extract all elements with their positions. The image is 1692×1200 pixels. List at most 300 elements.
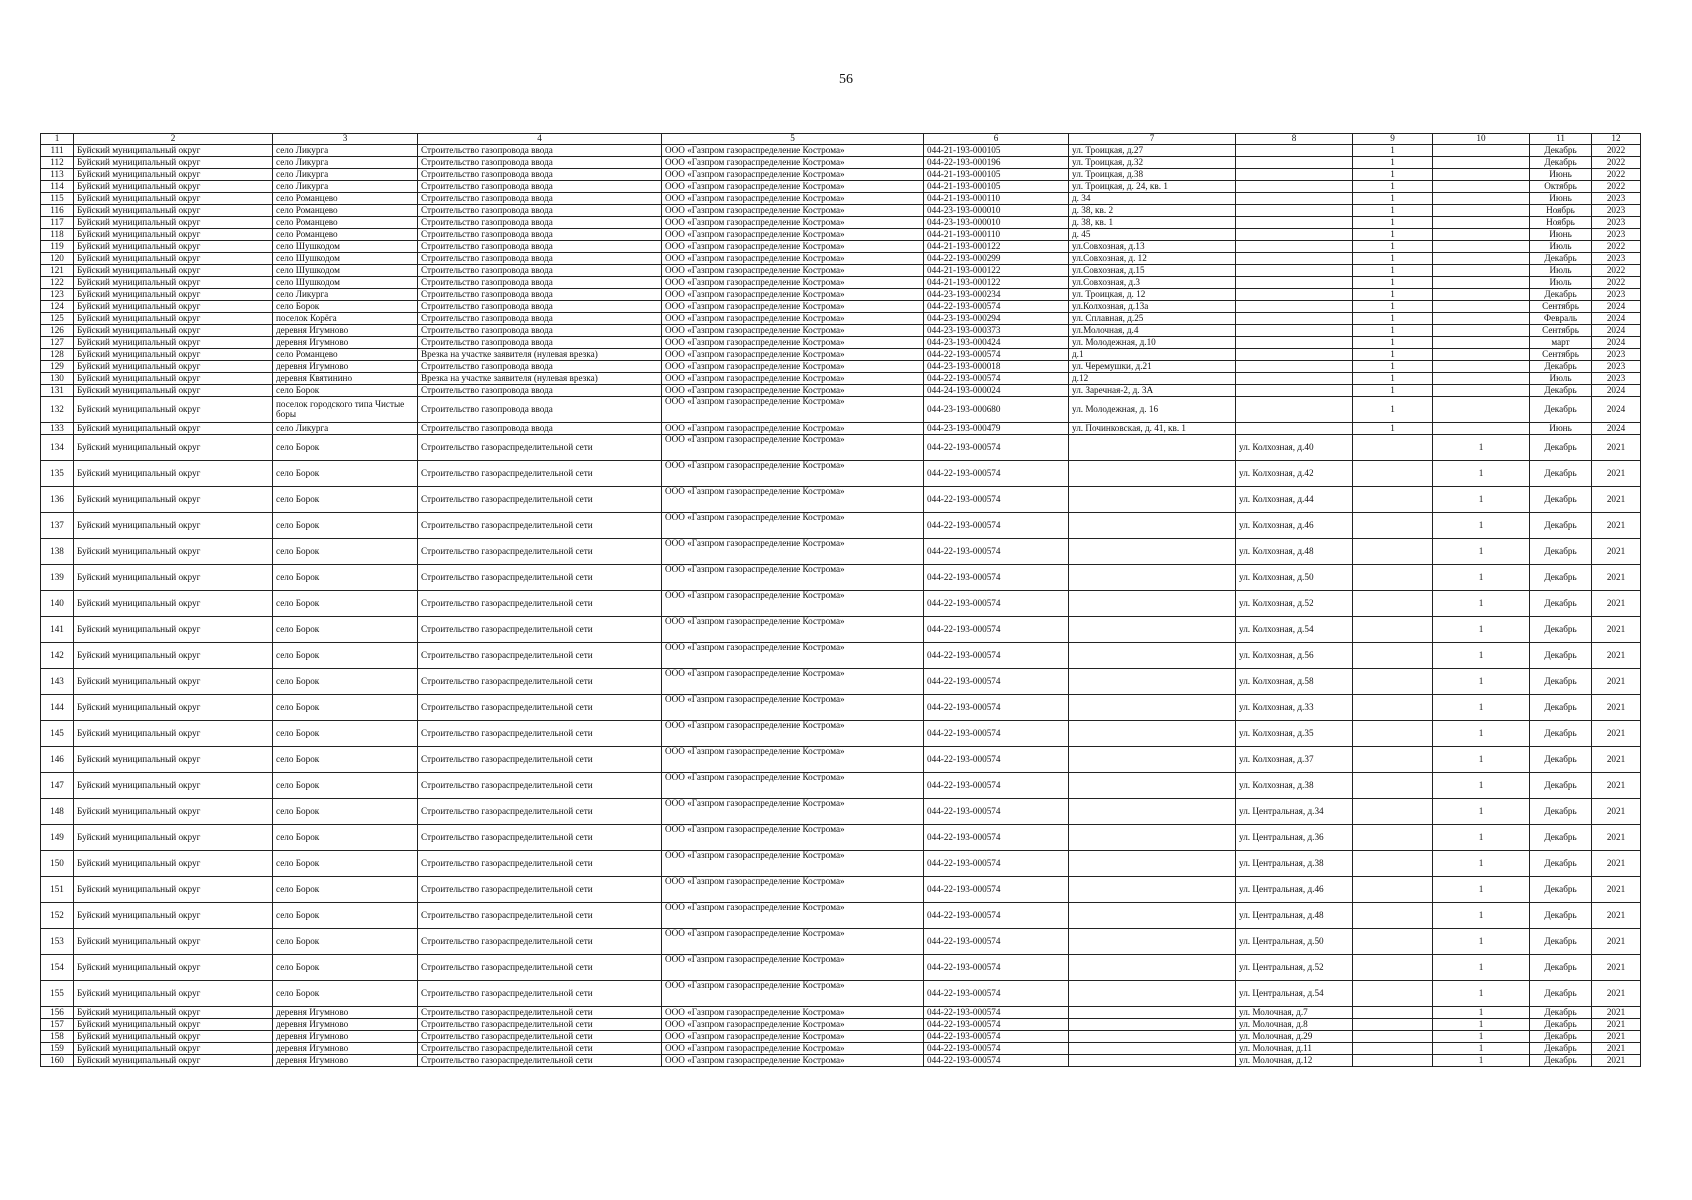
network-address-cell: ул. Колхозная, д.52 <box>1236 591 1353 617</box>
network-count-cell <box>1433 241 1530 253</box>
month-cell: Декабрь <box>1530 1031 1592 1043</box>
network-count-cell <box>1433 373 1530 385</box>
work-type-cell: Строительство газораспределительной сети <box>418 799 662 825</box>
organization-cell: ООО «Газпром газораспределение Кострома» <box>662 799 924 825</box>
contract-number-cell: 044-22-193-000574 <box>924 695 1069 721</box>
input-count-cell: 1 <box>1353 313 1433 325</box>
table-row <box>41 349 1641 361</box>
address-cell: д. 38, кв. 1 <box>1069 217 1236 229</box>
row-number-cell: 128 <box>41 349 74 361</box>
input-count-cell <box>1353 799 1433 825</box>
network-count-cell <box>1433 157 1530 169</box>
row-number-cell: 153 <box>41 929 74 955</box>
network-address-cell: ул. Колхозная, д.58 <box>1236 669 1353 695</box>
month-cell: Декабрь <box>1530 461 1592 487</box>
contract-number-cell: 044-22-193-000574 <box>924 617 1069 643</box>
network-address-cell <box>1236 325 1353 337</box>
month-cell: Декабрь <box>1530 397 1592 423</box>
district-cell: Буйский муниципальный округ <box>74 799 273 825</box>
network-address-cell <box>1236 337 1353 349</box>
month-cell: Июль <box>1530 373 1592 385</box>
network-address-cell: ул. Колхозная, д.40 <box>1236 435 1353 461</box>
organization-cell: ООО «Газпром газораспределение Кострома» <box>662 313 924 325</box>
address-cell: ул.Совхозная, д.13 <box>1069 241 1236 253</box>
input-count-cell <box>1353 981 1433 1007</box>
settlement-cell: село Шушкодом <box>273 277 418 289</box>
year-cell: 2021 <box>1592 721 1641 747</box>
network-address-cell <box>1236 145 1353 157</box>
work-type-cell: Строительство газораспределительной сети <box>418 1031 662 1043</box>
settlement-cell: село Шушкодом <box>273 253 418 265</box>
address-cell <box>1069 591 1236 617</box>
network-count-cell <box>1433 193 1530 205</box>
organization-cell: ООО «Газпром газораспределение Кострома» <box>662 1043 924 1055</box>
month-cell: Декабрь <box>1530 289 1592 301</box>
work-type-cell: Строительство газораспределительной сети <box>418 487 662 513</box>
network-count-cell: 1 <box>1433 1043 1530 1055</box>
district-cell: Буйский муниципальный округ <box>74 373 273 385</box>
organization-cell: ООО «Газпром газораспределение Кострома» <box>662 721 924 747</box>
table-row <box>41 1055 1641 1067</box>
network-address-cell: ул. Молочная, д.8 <box>1236 1019 1353 1031</box>
district-cell: Буйский муниципальный округ <box>74 145 273 157</box>
district-cell: Буйский муниципальный округ <box>74 513 273 539</box>
table-row <box>41 1043 1641 1055</box>
address-cell: ул. Троицкая, д. 12 <box>1069 289 1236 301</box>
network-address-cell <box>1236 423 1353 435</box>
input-count-cell <box>1353 461 1433 487</box>
network-count-cell: 1 <box>1433 1019 1530 1031</box>
settlement-cell: деревня Игумново <box>273 1055 418 1067</box>
organization-cell: ООО «Газпром газораспределение Кострома» <box>662 929 924 955</box>
table-row <box>41 193 1641 205</box>
work-type-cell: Строительство газопровода ввода <box>418 397 662 423</box>
settlement-cell: село Борок <box>273 773 418 799</box>
address-cell: ул. Троицкая, д.27 <box>1069 145 1236 157</box>
network-address-cell: ул. Молочная, д.29 <box>1236 1031 1353 1043</box>
network-count-cell <box>1433 385 1530 397</box>
organization-cell: ООО «Газпром газораспределение Кострома» <box>662 461 924 487</box>
district-cell: Буйский муниципальный округ <box>74 643 273 669</box>
address-cell <box>1069 461 1236 487</box>
network-address-cell: ул. Колхозная, д.38 <box>1236 773 1353 799</box>
contract-number-cell: 044-22-193-000574 <box>924 877 1069 903</box>
row-number-cell: 112 <box>41 157 74 169</box>
network-count-cell: 1 <box>1433 669 1530 695</box>
address-cell <box>1069 1055 1236 1067</box>
network-address-cell: ул. Центральная, д.50 <box>1236 929 1353 955</box>
year-cell: 2021 <box>1592 435 1641 461</box>
row-number-cell: 158 <box>41 1031 74 1043</box>
table-row <box>41 643 1641 669</box>
row-number-cell: 149 <box>41 825 74 851</box>
settlement-cell: село Борок <box>273 461 418 487</box>
table-row <box>41 929 1641 955</box>
settlement-cell: село Шушкодом <box>273 241 418 253</box>
organization-cell: ООО «Газпром газораспределение Кострома» <box>662 513 924 539</box>
row-number-cell: 114 <box>41 181 74 193</box>
input-count-cell <box>1353 1019 1433 1031</box>
organization-cell: ООО «Газпром газораспределение Кострома» <box>662 241 924 253</box>
month-cell: Июнь <box>1530 169 1592 181</box>
network-count-cell: 1 <box>1433 539 1530 565</box>
network-address-cell <box>1236 385 1353 397</box>
contract-number-cell: 044-22-193-000574 <box>924 825 1069 851</box>
work-type-cell: Строительство газопровода ввода <box>418 217 662 229</box>
work-type-cell: Строительство газораспределительной сети <box>418 513 662 539</box>
district-cell: Буйский муниципальный округ <box>74 193 273 205</box>
input-count-cell: 1 <box>1353 181 1433 193</box>
district-cell: Буйский муниципальный округ <box>74 301 273 313</box>
network-address-cell: ул. Центральная, д.52 <box>1236 955 1353 981</box>
input-count-cell: 1 <box>1353 145 1433 157</box>
row-number-cell: 131 <box>41 385 74 397</box>
row-number-cell: 132 <box>41 397 74 423</box>
network-count-cell: 1 <box>1433 825 1530 851</box>
contract-number-cell: 044-22-193-000574 <box>924 565 1069 591</box>
contract-number-cell: 044-22-193-000574 <box>924 461 1069 487</box>
district-cell: Буйский муниципальный округ <box>74 423 273 435</box>
row-number-cell: 155 <box>41 981 74 1007</box>
year-cell: 2021 <box>1592 1007 1641 1019</box>
network-count-cell: 1 <box>1433 773 1530 799</box>
address-cell: ул. Починковская, д. 41, кв. 1 <box>1069 423 1236 435</box>
organization-cell: ООО «Газпром газораспределение Кострома» <box>662 1019 924 1031</box>
network-address-cell: ул. Колхозная, д.44 <box>1236 487 1353 513</box>
settlement-cell: село Ликурга <box>273 423 418 435</box>
input-count-cell: 1 <box>1353 423 1433 435</box>
contract-number-cell: 044-21-193-000105 <box>924 145 1069 157</box>
district-cell: Буйский муниципальный округ <box>74 487 273 513</box>
row-number-cell: 129 <box>41 361 74 373</box>
row-number-cell: 113 <box>41 169 74 181</box>
table-row <box>41 1031 1641 1043</box>
network-count-cell: 1 <box>1433 929 1530 955</box>
network-count-cell <box>1433 229 1530 241</box>
contract-number-cell: 044-22-193-000574 <box>924 643 1069 669</box>
settlement-cell: село Борок <box>273 799 418 825</box>
contract-number-cell: 044-23-193-000680 <box>924 397 1069 423</box>
organization-cell: ООО «Газпром газораспределение Кострома» <box>662 325 924 337</box>
contract-number-cell: 044-22-193-000574 <box>924 1031 1069 1043</box>
settlement-cell: село Борок <box>273 513 418 539</box>
address-cell: ул.Колхозная, д.13а <box>1069 301 1236 313</box>
district-cell: Буйский муниципальный округ <box>74 617 273 643</box>
address-cell: ул. Троицкая, д.32 <box>1069 157 1236 169</box>
network-count-cell <box>1433 289 1530 301</box>
input-count-cell <box>1353 513 1433 539</box>
network-count-cell: 1 <box>1433 747 1530 773</box>
work-type-cell: Строительство газопровода ввода <box>418 325 662 337</box>
work-type-cell: Строительство газопровода ввода <box>418 253 662 265</box>
settlement-cell: поселок Корёга <box>273 313 418 325</box>
year-cell: 2024 <box>1592 423 1641 435</box>
month-cell: Декабрь <box>1530 385 1592 397</box>
address-cell <box>1069 435 1236 461</box>
district-cell: Буйский муниципальный округ <box>74 591 273 617</box>
year-cell: 2021 <box>1592 799 1641 825</box>
address-cell: ул. Заречная-2, д. 3А <box>1069 385 1236 397</box>
row-number-cell: 122 <box>41 277 74 289</box>
table-row <box>41 669 1641 695</box>
month-cell: Октябрь <box>1530 181 1592 193</box>
organization-cell: ООО «Газпром газораспределение Кострома» <box>662 565 924 591</box>
work-type-cell: Строительство газораспределительной сети <box>418 591 662 617</box>
district-cell: Буйский муниципальный округ <box>74 669 273 695</box>
row-number-cell: 127 <box>41 337 74 349</box>
year-cell: 2021 <box>1592 487 1641 513</box>
row-number-cell: 119 <box>41 241 74 253</box>
year-cell: 2023 <box>1592 289 1641 301</box>
settlement-cell: село Борок <box>273 385 418 397</box>
month-cell: март <box>1530 337 1592 349</box>
work-type-cell: Строительство газопровода ввода <box>418 145 662 157</box>
network-address-cell <box>1236 253 1353 265</box>
settlement-cell: село Борок <box>273 877 418 903</box>
input-count-cell: 1 <box>1353 157 1433 169</box>
input-count-cell <box>1353 903 1433 929</box>
organization-cell: ООО «Газпром газораспределение Кострома» <box>662 217 924 229</box>
network-address-cell <box>1236 277 1353 289</box>
work-type-cell: Строительство газораспределительной сети <box>418 669 662 695</box>
organization-cell: ООО «Газпром газораспределение Кострома» <box>662 289 924 301</box>
year-cell: 2023 <box>1592 373 1641 385</box>
network-count-cell: 1 <box>1433 461 1530 487</box>
work-type-cell: Строительство газопровода ввода <box>418 301 662 313</box>
month-cell: Ноябрь <box>1530 217 1592 229</box>
address-cell <box>1069 1019 1236 1031</box>
network-address-cell: ул. Молочная, д.7 <box>1236 1007 1353 1019</box>
address-cell <box>1069 539 1236 565</box>
table-row <box>41 825 1641 851</box>
work-type-cell: Строительство газопровода ввода <box>418 169 662 181</box>
month-cell: Июнь <box>1530 229 1592 241</box>
row-number-cell: 120 <box>41 253 74 265</box>
header-cell: 4 <box>418 134 662 145</box>
month-cell: Декабрь <box>1530 1007 1592 1019</box>
contract-number-cell: 044-22-193-000574 <box>924 513 1069 539</box>
contract-number-cell: 044-21-193-000110 <box>924 229 1069 241</box>
network-count-cell <box>1433 181 1530 193</box>
row-number-cell: 143 <box>41 669 74 695</box>
table-row <box>41 617 1641 643</box>
network-count-cell: 1 <box>1433 799 1530 825</box>
organization-cell: ООО «Газпром газораспределение Кострома» <box>662 169 924 181</box>
network-count-cell: 1 <box>1433 903 1530 929</box>
network-count-cell: 1 <box>1433 721 1530 747</box>
table-row <box>41 591 1641 617</box>
table-row <box>41 157 1641 169</box>
settlement-cell: село Борок <box>273 981 418 1007</box>
settlement-cell: село Борок <box>273 721 418 747</box>
month-cell: Июнь <box>1530 193 1592 205</box>
header-cell: 3 <box>273 134 418 145</box>
year-cell: 2021 <box>1592 825 1641 851</box>
address-cell <box>1069 773 1236 799</box>
table-row <box>41 313 1641 325</box>
organization-cell: ООО «Газпром газораспределение Кострома» <box>662 229 924 241</box>
organization-cell: ООО «Газпром газораспределение Кострома» <box>662 265 924 277</box>
organization-cell: ООО «Газпром газораспределение Кострома» <box>662 487 924 513</box>
year-cell: 2023 <box>1592 205 1641 217</box>
contract-number-cell: 044-22-193-000574 <box>924 539 1069 565</box>
district-cell: Буйский муниципальный округ <box>74 773 273 799</box>
address-cell: д. 38, кв. 2 <box>1069 205 1236 217</box>
settlement-cell: село Романцево <box>273 205 418 217</box>
district-cell: Буйский муниципальный округ <box>74 1055 273 1067</box>
work-type-cell: Строительство газопровода ввода <box>418 337 662 349</box>
address-cell <box>1069 721 1236 747</box>
network-address-cell <box>1236 229 1353 241</box>
month-cell: Сентябрь <box>1530 349 1592 361</box>
address-cell <box>1069 799 1236 825</box>
month-cell: Сентябрь <box>1530 301 1592 313</box>
district-cell: Буйский муниципальный округ <box>74 747 273 773</box>
work-type-cell: Строительство газораспределительной сети <box>418 1007 662 1019</box>
contract-number-cell: 044-22-193-000574 <box>924 799 1069 825</box>
address-cell: д. 34 <box>1069 193 1236 205</box>
work-type-cell: Строительство газораспределительной сети <box>418 903 662 929</box>
row-number-cell: 154 <box>41 955 74 981</box>
network-address-cell: ул. Центральная, д.46 <box>1236 877 1353 903</box>
district-cell: Буйский муниципальный округ <box>74 265 273 277</box>
year-cell: 2021 <box>1592 1019 1641 1031</box>
input-count-cell <box>1353 487 1433 513</box>
table-row <box>41 181 1641 193</box>
address-cell <box>1069 487 1236 513</box>
year-cell: 2022 <box>1592 181 1641 193</box>
organization-cell: ООО «Газпром газораспределение Кострома» <box>662 539 924 565</box>
network-address-cell <box>1236 181 1353 193</box>
contract-number-cell: 044-23-193-000424 <box>924 337 1069 349</box>
network-address-cell: ул. Колхозная, д.37 <box>1236 747 1353 773</box>
district-cell: Буйский муниципальный округ <box>74 539 273 565</box>
network-count-cell <box>1433 217 1530 229</box>
work-type-cell: Строительство газораспределительной сети <box>418 643 662 669</box>
work-type-cell: Строительство газопровода ввода <box>418 385 662 397</box>
settlement-cell: село Романцево <box>273 349 418 361</box>
network-count-cell: 1 <box>1433 1055 1530 1067</box>
work-type-cell: Строительство газораспределительной сети <box>418 825 662 851</box>
table-row <box>41 145 1641 157</box>
year-cell: 2021 <box>1592 747 1641 773</box>
row-number-cell: 136 <box>41 487 74 513</box>
row-number-cell: 148 <box>41 799 74 825</box>
year-cell: 2021 <box>1592 955 1641 981</box>
input-count-cell <box>1353 643 1433 669</box>
year-cell: 2021 <box>1592 513 1641 539</box>
contract-number-cell: 044-22-193-000574 <box>924 851 1069 877</box>
address-cell: д.1 <box>1069 349 1236 361</box>
contract-number-cell: 044-22-193-000574 <box>924 981 1069 1007</box>
address-cell: ул.Совхозная, д. 12 <box>1069 253 1236 265</box>
row-number-cell: 151 <box>41 877 74 903</box>
organization-cell: ООО «Газпром газораспределение Кострома» <box>662 385 924 397</box>
year-cell: 2021 <box>1592 669 1641 695</box>
address-cell <box>1069 747 1236 773</box>
network-count-cell <box>1433 313 1530 325</box>
year-cell: 2023 <box>1592 361 1641 373</box>
row-number-cell: 121 <box>41 265 74 277</box>
row-number-cell: 126 <box>41 325 74 337</box>
row-number-cell: 142 <box>41 643 74 669</box>
network-count-cell: 1 <box>1433 955 1530 981</box>
work-type-cell: Строительство газопровода ввода <box>418 265 662 277</box>
month-cell: Декабрь <box>1530 539 1592 565</box>
work-type-cell: Строительство газораспределительной сети <box>418 721 662 747</box>
settlement-cell: село Ликурга <box>273 157 418 169</box>
work-type-cell: Строительство газораспределительной сети <box>418 539 662 565</box>
input-count-cell <box>1353 851 1433 877</box>
year-cell: 2021 <box>1592 1055 1641 1067</box>
header-cell: 9 <box>1353 134 1433 145</box>
input-count-cell: 1 <box>1353 229 1433 241</box>
contract-number-cell: 044-22-193-000574 <box>924 349 1069 361</box>
month-cell: Декабрь <box>1530 1019 1592 1031</box>
input-count-cell: 1 <box>1353 337 1433 349</box>
network-count-cell: 1 <box>1433 1007 1530 1019</box>
work-type-cell: Строительство газопровода ввода <box>418 277 662 289</box>
address-cell: ул. Троицкая, д.38 <box>1069 169 1236 181</box>
header-cell: 8 <box>1236 134 1353 145</box>
work-type-cell: Строительство газораспределительной сети <box>418 695 662 721</box>
year-cell: 2024 <box>1592 325 1641 337</box>
month-cell: Декабрь <box>1530 981 1592 1007</box>
contract-number-cell: 044-22-193-000574 <box>924 1043 1069 1055</box>
network-address-cell <box>1236 313 1353 325</box>
address-cell <box>1069 825 1236 851</box>
work-type-cell: Строительство газораспределительной сети <box>418 435 662 461</box>
header-cell: 1 <box>41 134 74 145</box>
work-type-cell: Строительство газораспределительной сети <box>418 747 662 773</box>
network-count-cell <box>1433 265 1530 277</box>
organization-cell: ООО «Газпром газораспределение Кострома» <box>662 349 924 361</box>
network-count-cell: 1 <box>1433 565 1530 591</box>
address-cell: д.12 <box>1069 373 1236 385</box>
settlement-cell: село Борок <box>273 747 418 773</box>
network-address-cell <box>1236 361 1353 373</box>
month-cell: Декабрь <box>1530 617 1592 643</box>
input-count-cell <box>1353 565 1433 591</box>
input-count-cell: 1 <box>1353 277 1433 289</box>
settlement-cell: село Борок <box>273 487 418 513</box>
settlement-cell: село Ликурга <box>273 289 418 301</box>
table-row <box>41 169 1641 181</box>
settlement-cell: село Борок <box>273 955 418 981</box>
month-cell: Декабрь <box>1530 669 1592 695</box>
address-cell <box>1069 955 1236 981</box>
year-cell: 2021 <box>1592 591 1641 617</box>
district-cell: Буйский муниципальный округ <box>74 325 273 337</box>
network-count-cell <box>1433 423 1530 435</box>
organization-cell: ООО «Газпром газораспределение Кострома» <box>662 435 924 461</box>
table-row <box>41 229 1641 241</box>
work-type-cell: Строительство газораспределительной сети <box>418 981 662 1007</box>
organization-cell: ООО «Газпром газораспределение Кострома» <box>662 955 924 981</box>
settlement-cell: село Ликурга <box>273 169 418 181</box>
settlement-cell: деревня Игумново <box>273 325 418 337</box>
network-count-cell <box>1433 397 1530 423</box>
contract-number-cell: 044-21-193-000105 <box>924 181 1069 193</box>
district-cell: Буйский муниципальный округ <box>74 877 273 903</box>
year-cell: 2022 <box>1592 145 1641 157</box>
settlement-cell: село Борок <box>273 825 418 851</box>
network-address-cell: ул. Колхозная, д.46 <box>1236 513 1353 539</box>
contract-number-cell: 044-23-193-000479 <box>924 423 1069 435</box>
settlement-cell: деревня Игумново <box>273 1007 418 1019</box>
network-count-cell <box>1433 145 1530 157</box>
contract-number-cell: 044-22-193-000574 <box>924 1055 1069 1067</box>
